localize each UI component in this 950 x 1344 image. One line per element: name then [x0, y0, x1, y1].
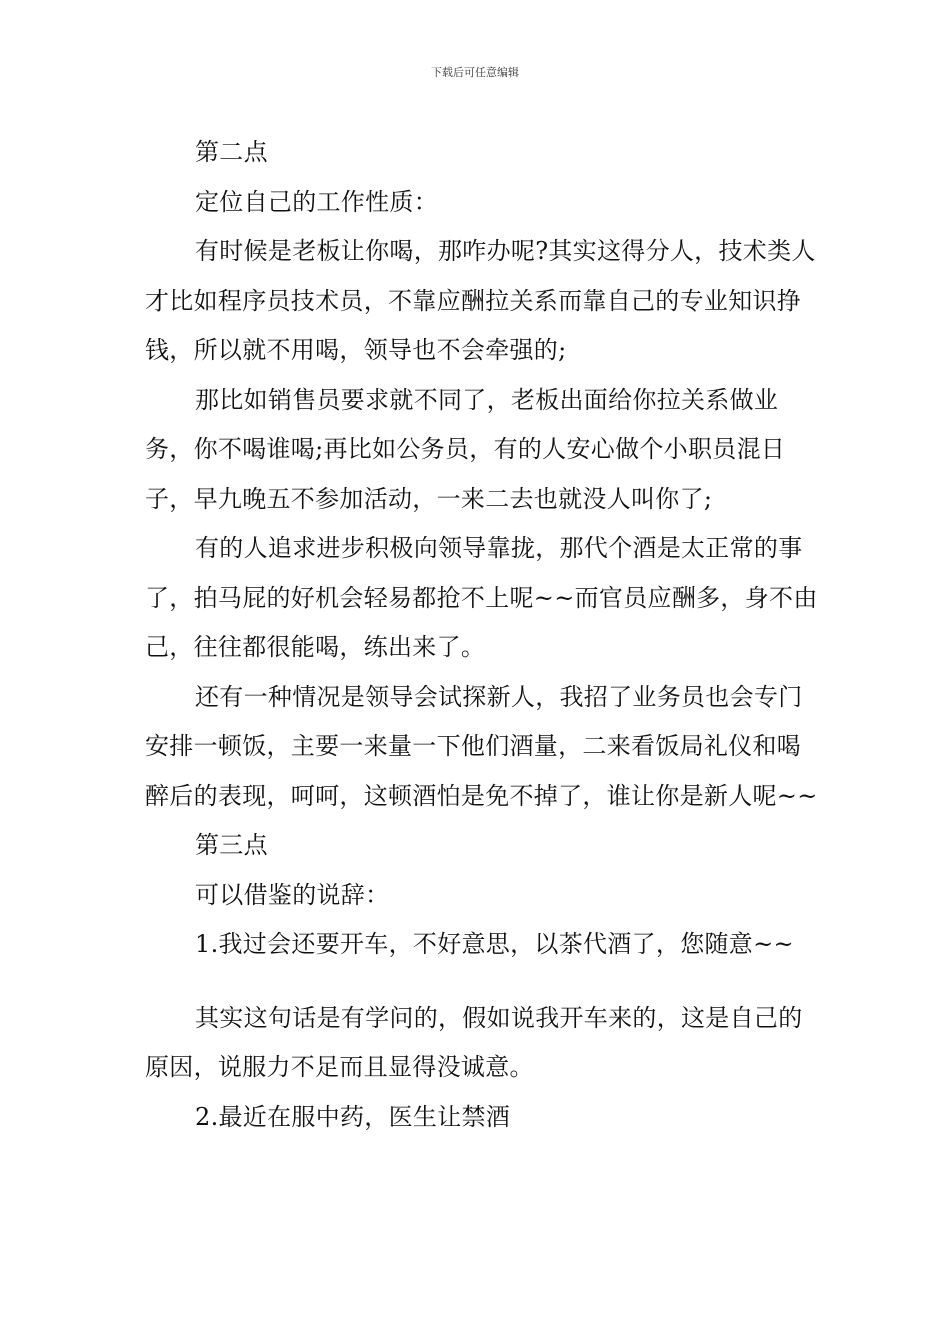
document-body — [145, 128, 820, 1142]
section-heading-3: 第三点 — [195, 831, 268, 859]
paragraph-excuses-intro: 可以借鉴的说辞： — [195, 880, 390, 909]
list-item-2: 2.最近在服中药，医生让禁酒 — [195, 1102, 511, 1131]
paragraph-sales: 那比如销售员要求就不同了，老板出面给你拉关系做业务，你不喝谁喝;再比如公务员，有的人安心做个小职员混日子，早九晚五不参加活动，一来二去也就没人叫你了; — [145, 385, 786, 513]
section-heading-2: 第二点 — [195, 138, 268, 166]
list-item-1: 1.我过会还要开车，不好意思，以茶代酒了，您随意~~ — [195, 930, 794, 958]
paragraph-explanation: 其实这句话是有学问的，假如说我开车来的，这是自己的原因，说服力不足而且显得没诚意。 — [145, 1003, 803, 1081]
paragraph-progress: 有的人追求进步积极向领导靠拢，那代个酒是太正常的事了，拍马屁的好机会轻易都抢不上呢~~而官员应酬多，身不由己，往往都很能喝，练出来了。 — [145, 534, 818, 661]
paragraph-boss-asks: 有时候是老板让你喝，那咋办呢?其实这得分人，技术类人才比如程序员技术员，不靠应酬拉关系而靠自己的专业知识挣钱，所以就不用喝，领导也不会牵强的; — [145, 237, 816, 364]
paragraph-new-hire: 还有一种情况是领导会试探新人，我招了业务员也会专门安排一顿饭，主要一来量一下他们酒量，二来看饭局礼仪和喝醉后的表现，呵呵，这顿酒怕是免不掉了，谁让你是新人呢~~ — [145, 682, 818, 810]
page-header: 下载后可任意编辑 — [431, 66, 519, 79]
paragraph-work-nature: 定位自己的工作性质： — [195, 187, 438, 216]
